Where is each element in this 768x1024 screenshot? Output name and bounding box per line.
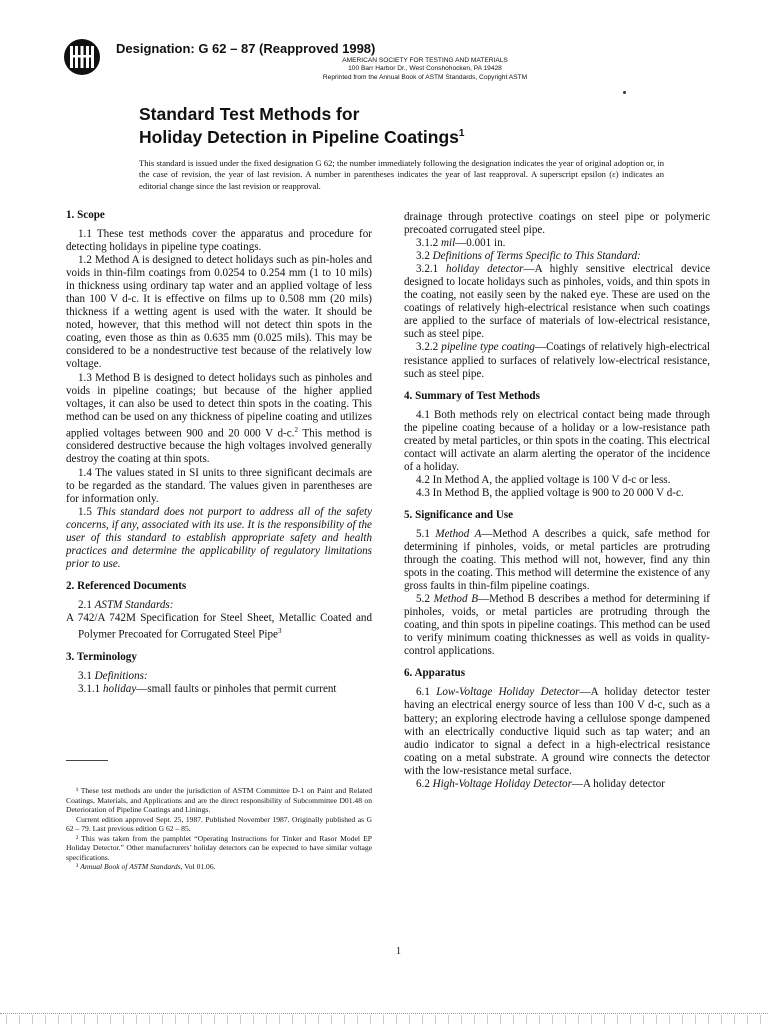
paragraph: 3.1 Definitions:	[78, 669, 148, 682]
speck-mark	[623, 91, 626, 94]
paragraph: 3.1.2 mil—0.001 in.	[416, 237, 506, 250]
footnote: ² This was taken from the pamphlet “Operating Instructions for Tinker and Rasor Model EP Holiday Detector.” Other manufacturers’ holiday detectors can be expected to have similar voltage specifications.	[66, 833, 372, 862]
page-number: 1	[396, 946, 401, 957]
paragraph: 6.1 Low-Voltage Holiday Detector—A holiday detector tester having an electrical energy source of less than 100 V d-c, such as a battery; an exploring electrode having a cellulose sponge dampened with an electrically conductive liquid such as tap water; and an audio indicator to signal a defect in a high-electrical resistance coating on a metal substrate. A ground wire connects the detector with the low-resistance metal surface.	[404, 686, 711, 777]
section-heading: 3. Terminology	[66, 650, 137, 663]
paragraph: 1.4 The values stated in SI units to three significant decimals are to be regarded as the standard. The values given in parentheses are for information only.	[66, 466, 372, 505]
paragraph: 6.2 High-Voltage Holiday Detector—A holiday detector	[416, 777, 665, 790]
footnote: Current edition approved Sept. 25, 1987. Published November 1987. Originally published as G 62 – 79. Last previous edition G 62 – 85.	[66, 814, 372, 833]
paragraph: 5.1 Method A—Method A describes a quick, safe method for determining if pinholes, voids, or metal particles are protruding through the coating. This method will not, however, find any thin spots in the coating. This method will determine the existence of any gross faults in thin-film pipeline coatings.	[404, 527, 710, 593]
paragraph: 2.1 ASTM Standards:	[78, 598, 174, 611]
section-heading: 1. Scope	[66, 209, 105, 221]
paragraph: drainage through protective coatings on steel pipe or polymeric precoated corrugated steel pipe.	[404, 211, 710, 237]
section-heading: 2. Referenced Documents	[66, 579, 187, 592]
document-title	[139, 104, 464, 147]
footnote-separator	[66, 760, 108, 761]
society-line: AMERICAN SOCIETY FOR TESTING AND MATERIALS	[342, 57, 508, 64]
paragraph: 1.1 These test methods cover the apparatus and procedure for detecting holidays in pipeline type coatings.	[66, 228, 372, 254]
title-line: Holiday Detection in Pipeline Coatings$^1$	[139, 126, 465, 147]
footnotes	[66, 786, 372, 872]
publisher-info	[300, 57, 550, 82]
title-footnote-marker: 1	[458, 128, 465, 139]
paragraph: 3.2.1 holiday detector—A highly sensitive electrical device designed to locate holidays such as pinholes, voids, and thin spots in the coating, not easily seen by the naked eye. These are used on the coatings of relatively high-electrical resistance when such coatings are applied to the surface of materials of low-electrical resistance, such as steel pipe.	[404, 263, 710, 341]
scan-footer-line	[0, 1013, 768, 1014]
reference-entry: A 742/A 742M Specification for Steel Sheet, Metallic Coated and Polymer Precoated for Corrugated Steel Pipe$^3$	[66, 611, 372, 641]
society-line: Reprinted from the Annual Book of ASTM Standards, Copyright ASTM	[322, 73, 528, 81]
footnote: ¹ These test methods are under the jurisdiction of ASTM Committee D-1 on Paint and Related Coatings, Materials, and Applications and are the direct responsibility of Subcommittee D01.48 on Deterioration of Pipeline Coatings and Linings.	[66, 786, 372, 814]
paragraph: 1.5 This standard does not purport to address all of the safety concerns, if any, associated with its use. It is the responsibility of the user of this standard to establish appropriate safety and health practices and determine the applicability of regulatory limitations prior to use.	[66, 505, 373, 570]
astm-logo	[63, 38, 101, 76]
title-line: Standard Test Methods for	[139, 104, 360, 124]
paragraph: 3.2.2 pipeline type coating—Coatings of relatively high-electrical resistance applied to surfaces of relatively low-electrical resistance, such as steel pipe.	[404, 341, 710, 380]
designation: Designation: G 62 – 87 (Reapproved 1998)	[116, 41, 376, 56]
right-column	[404, 211, 710, 791]
footnote: ³ Annual Book of ASTM Standards, Vol 01.06.	[76, 862, 216, 871]
designation-notice: This standard is issued under the fixed designation G 62; the number immediately following the designation indicates the year of original adoption or, in the case of revision, the year of last revision. A number in parentheses indicates the year of last reapproval. A superscript epsilon (ε) indicates an editorial change since the last revision or reapproval.	[139, 158, 664, 191]
paragraph: 4.1 Both methods rely on electrical contact being made through the pipeline coating because of a holiday or a low-resistance path created by metal particles, or thin spots in the coating. This electrical contact will activate an alarm alerting the operator of the incidence of a holiday.	[404, 408, 710, 473]
paragraph: 1.2 Method A is designed to detect holidays such as pin-holes and voids in thin-film coatings from 0.0254 to 0.254 mm (1 to 10 mils) in thickness using ordinary tap water and an applied voltage of less than 100 V d-c. It is effective on films up to 0.508 mm (20 mils) thickness if a wetting agent is used with the water. It should be noted, however, that this method will not detect thin spots in the coating, even those as thin as 0.635 mm (0.025 mils). This may be considered to be a nondestructive test because of the relatively low voltage.	[66, 254, 372, 371]
paragraph: 1.3 Method B is designed to detect holidays such as pinholes and voids in pipeline coatings; but because of the higher applied voltages, it can also be used to detect thin spots in the coating. This method can be used on any thickness of pipeline coating and utilizes applied voltages between 900 and 20 000 V d-c.$^2$ This method is considered destructive because the high voltages involved generally destroy the coating at thin spots.	[66, 371, 372, 466]
paragraph: 5.2 Method B—Method B describes a method for determining if pinholes, voids, or metal particles are protruding through the coating, and thin spots in pipeline coatings. This method can be used to verify minimum coating thicknesses as well as voids in quality-control applications.	[404, 593, 710, 658]
section-heading: 5. Significance and Use	[404, 508, 514, 521]
paragraph: 4.2 In Method A, the applied voltage is 100 V d-c or less.	[416, 473, 671, 486]
section-heading: 4. Summary of Test Methods	[404, 389, 540, 402]
paragraph: 3.2 Definitions of Terms Specific to This Standard:	[416, 250, 641, 263]
paragraph: 4.3 In Method B, the applied voltage is 900 to 20 000 V d-c.	[416, 486, 684, 499]
section-heading: 6. Apparatus	[404, 667, 466, 680]
scan-footer-strip	[0, 1015, 768, 1024]
left-column	[66, 209, 372, 696]
society-line: 100 Barr Harbor Dr., West Conshohocken, PA 19428	[348, 65, 502, 73]
paragraph: 3.1.1 holiday—small faults or pinholes that permit current	[78, 682, 337, 695]
